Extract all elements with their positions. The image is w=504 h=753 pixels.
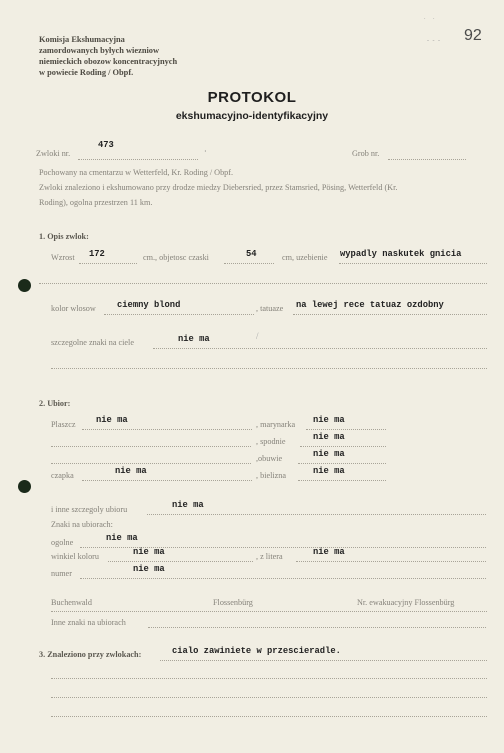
header-line-3: niemieckich obozow koncentracyjnych [39,57,178,66]
kolor-label: kolor wlosow [51,304,96,313]
obuwie-label: ,obuwie [256,454,283,463]
tatuaze-value: na lewej rece tatuaz ozdobny [296,300,444,310]
wzrost-value: 172 [89,249,105,259]
plaszcz-line-2 [51,446,251,447]
plaszcz-line-3 [51,463,251,464]
document-title: PROTOKOL [207,89,297,106]
section-3-line [160,660,487,661]
section-3-heading: 3. Znaleziono przy zwlokach: [39,650,142,659]
pochowany-text: Pochowany na cmentarzu w Wetterfeld, Kr. Roding / Obpf. [39,168,234,177]
numer-line [80,578,486,579]
znaki-value: nie ma [178,334,210,344]
grob-label: Grob nr. [352,149,380,158]
kolor-value: ciemny blond [117,300,181,310]
litera-value: nie ma [313,547,345,557]
tatuaze-label: , tatuaze [256,304,284,313]
section-1-heading: 1. Opis zwlok: [39,232,89,241]
flossenburg-label: Flossenbürg [213,598,253,607]
znaleziono-line-1: Zwloki znaleziono i ekshumowano przy drodze miedzy Diebersried, przez Stamsried, Pösing, Wetterfeld (Kr. [39,183,398,192]
punch-hole-top [18,279,31,292]
obuwie-line [298,463,386,464]
inne-znaki-line [148,627,486,628]
bielizna-label: , bielizna [256,471,287,480]
czapka-line [82,480,252,481]
czapka-value: nie ma [115,466,147,476]
kolor-line [104,314,254,315]
inne-value: nie ma [172,500,204,510]
section-3-value: cialo zawiniete w przescieradle. [172,646,341,656]
zwloki-line [78,159,198,160]
blank-line-2 [51,368,487,369]
numer-value: nie ma [133,564,165,574]
plaszcz-label: Plaszcz [51,420,76,429]
header-line-2: zamordowanych byłych wiezniow [39,46,160,55]
znaleziono-line-2: Roding), ogolna przestrzen 11 km. [39,198,153,207]
header-line-4: w powiecie Roding / Obpf. [39,68,134,77]
uzebienie-label: cm, uzebienie [282,253,328,262]
uzebienie-value: wypadly naskutek gnicia [340,249,462,259]
page-number: 92 [464,27,482,44]
winkiel-line [108,561,253,562]
plaszcz-value: nie ma [96,415,128,425]
znaki-label: szczegolne znaki na ciele [51,338,134,347]
czaszka-value: 54 [246,249,257,259]
ewakuacyjny-label: Nr. ewakuacyjny Flossenbürg [357,598,455,607]
znaki-line [153,348,487,349]
page-corner-dots: . . [424,15,438,21]
ogolne-label: ogolne [51,538,74,547]
uzebienie-line [339,263,487,264]
znaki-ubior-label: Znaki na ubiorach: [51,520,113,529]
plaszcz-line [82,429,252,430]
wzrost-line [79,263,137,264]
spodnie-line [300,446,386,447]
wzrost-label: Wzrost [51,253,75,262]
marynarka-line [306,429,386,430]
objetosc-label: cm., objetosc czaski [143,253,209,262]
inne-line [147,514,486,515]
zwloki-value: 473 [98,140,114,150]
page-corner-dashes: - - - [427,38,441,44]
inne-label: i inne szczegoly ubioru [51,505,128,514]
blank-line-1 [39,283,487,284]
ogolne-value: nie ma [106,533,138,543]
obuwie-value: nie ma [313,449,345,459]
marynarka-label: , marynarka [256,420,296,429]
czaszka-line [224,263,274,264]
mark-dot: · [204,147,207,156]
blank-line-3 [51,678,487,679]
grob-line [388,159,466,160]
spodnie-label: , spodnie [256,437,286,446]
section-2-heading: 2. Ubior: [39,399,71,408]
blank-line-4 [51,697,487,698]
bielizna-line [298,480,386,481]
punch-hole-bottom [18,480,31,493]
bielizna-value: nie ma [313,466,345,476]
header-line-1: Komisja Ekshumacyjna [39,35,125,44]
tatuaze-line [293,314,487,315]
litera-label: , z litera [256,552,283,561]
numer-label: numer [51,569,72,578]
winkiel-label: winkiel koloru [51,552,99,561]
litera-line [296,561,486,562]
blank-line-5 [51,716,487,717]
document-subtitle: ekshumacyjno-identyfikacyjny [175,110,329,122]
marynarka-value: nie ma [313,415,345,425]
czapka-label: czapka [51,471,74,480]
buchenwald-label: Buchenwald [51,598,92,607]
winkiel-value: nie ma [133,547,165,557]
spodnie-value: nie ma [313,432,345,442]
zwloki-label: Zwloki nr. [36,149,71,158]
inne-znaki-label: Inne znaki na ubiorach [51,618,126,627]
camp-line [51,611,487,612]
mark-slash: / [256,331,259,341]
